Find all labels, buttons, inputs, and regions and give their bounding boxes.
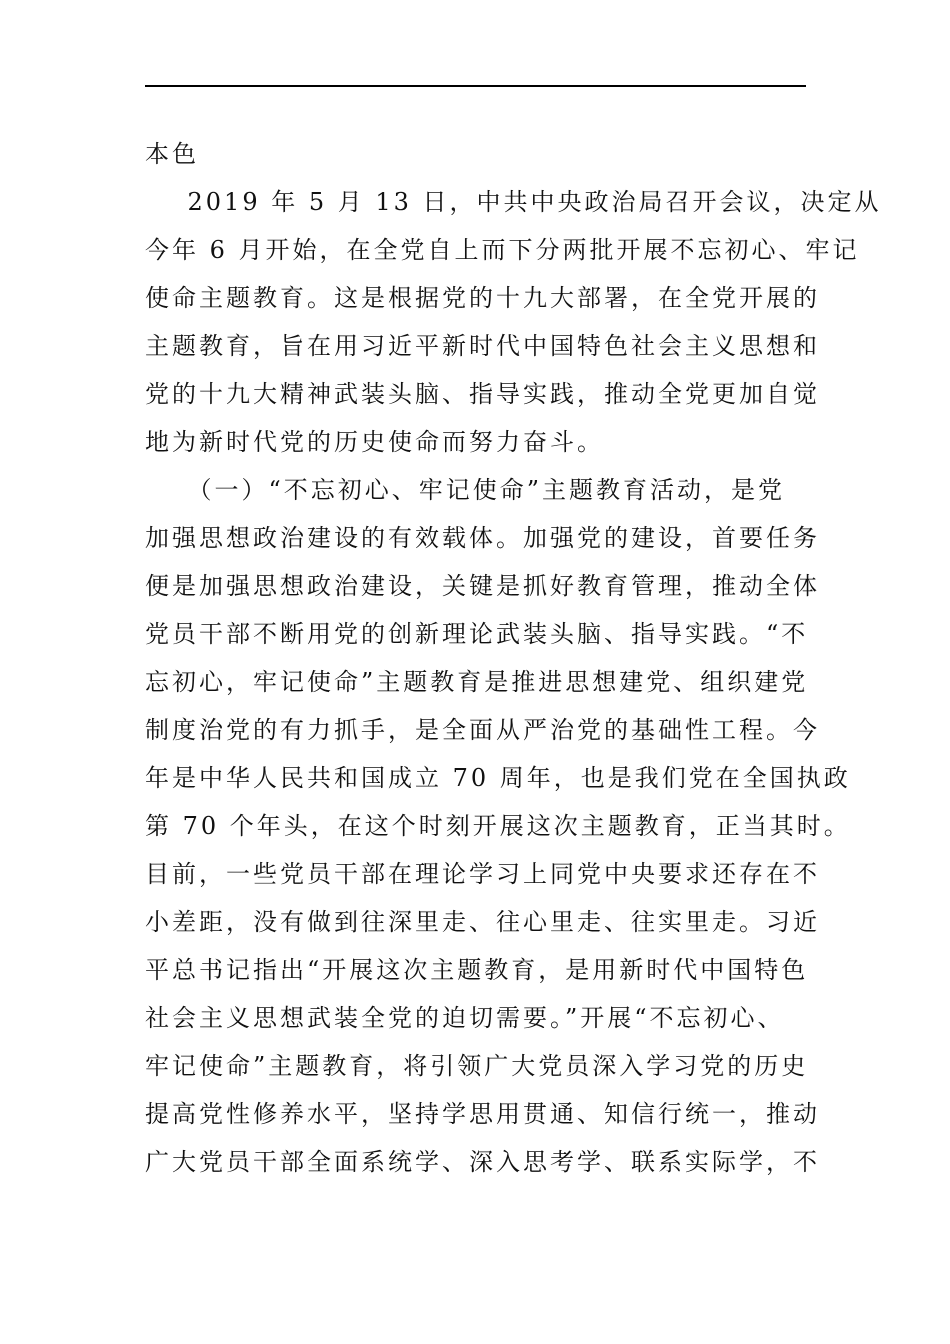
text-line: 广大党员干部全面系统学、深入思考学、联系实际学，不 xyxy=(145,1148,820,1176)
text-line: 主题教育，旨在用习近平新时代中国特色社会主义思想和 xyxy=(145,332,820,360)
text-line: 党员干部不断用党的创新理论武装头脑、指导实践。“不 xyxy=(145,620,809,648)
text-line: 牢记使命”主题教育，将引领广大党员深入学习党的历史 xyxy=(145,1052,809,1080)
body-text xyxy=(145,130,882,1186)
text-line: 小差距，没有做到往深里走、往心里走、往实里走。习近 xyxy=(145,908,820,936)
text-line: 2019 年 5 月 13 日，中共中央政治局召开会议，决定从 xyxy=(145,188,882,216)
text-line: 平总书记指出“开展这次主题教育，是用新时代中国特色 xyxy=(145,956,809,984)
text-line: 制度治党的有力抓手，是全面从严治党的基础性工程。今 xyxy=(145,716,820,744)
text-line: 本色 xyxy=(145,140,199,168)
text-line: 便是加强思想政治建设，关键是抓好教育管理，推动全体 xyxy=(145,572,820,600)
text-line: 党的十九大精神武装头脑、指导实践，推动全党更加自觉 xyxy=(145,380,820,408)
text-line: 使命主题教育。这是根据党的十九大部署，在全党开展的 xyxy=(145,284,820,312)
text-line: 提高党性修养水平，坚持学思用贯通、知信行统一，推动 xyxy=(145,1100,820,1128)
text-line: 目前，一些党员干部在理论学习上同党中央要求还存在不 xyxy=(145,860,820,888)
text-line: 忘初心，牢记使命”主题教育是推进思想建党、组织建党 xyxy=(145,668,809,696)
text-line: 年是中华人民共和国成立 70 周年，也是我们党在全国执政 xyxy=(145,764,851,792)
text-line: 加强思想政治建设的有效载体。加强党的建设，首要任务 xyxy=(145,524,820,552)
text-line: 今年 6 月开始，在全党自上而下分两批开展不忘初心、牢记 xyxy=(145,236,860,264)
header-rule xyxy=(145,85,806,87)
text-line: 社会主义思想武装全党的迫切需要。”开展“不忘初心、 xyxy=(145,1004,785,1032)
text-line: （一）“不忘初心、牢记使命”主题教育活动，是党 xyxy=(145,476,786,504)
text-line: 地为新时代党的历史使命而努力奋斗。 xyxy=(145,428,604,456)
text-line: 第 70 个年头，在这个时刻开展这次主题教育，正当其时。 xyxy=(145,812,851,840)
